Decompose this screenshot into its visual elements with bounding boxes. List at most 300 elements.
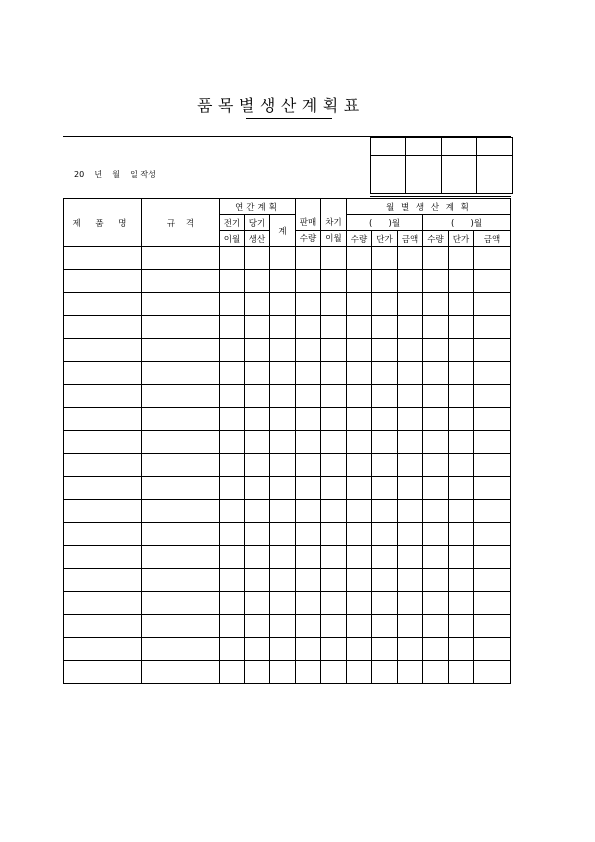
table-row bbox=[64, 661, 511, 684]
table-cell[interactable] bbox=[321, 247, 347, 270]
table-cell[interactable] bbox=[245, 362, 270, 385]
table-cell[interactable] bbox=[449, 408, 474, 431]
table-cell[interactable] bbox=[474, 638, 511, 661]
table-cell[interactable] bbox=[449, 592, 474, 615]
table-cell[interactable] bbox=[449, 385, 474, 408]
table-cell[interactable] bbox=[321, 362, 347, 385]
table-cell[interactable] bbox=[347, 661, 372, 684]
table-row bbox=[64, 592, 511, 615]
table-cell[interactable] bbox=[474, 293, 511, 316]
table-cell[interactable] bbox=[142, 523, 220, 546]
table-cell[interactable] bbox=[321, 477, 347, 500]
table-cell[interactable] bbox=[474, 592, 511, 615]
table-cell[interactable] bbox=[245, 316, 270, 339]
table-cell[interactable] bbox=[296, 293, 321, 316]
table-cell[interactable] bbox=[220, 638, 245, 661]
table-cell[interactable] bbox=[347, 454, 372, 477]
table-cell[interactable] bbox=[423, 454, 449, 477]
table-cell[interactable] bbox=[220, 385, 245, 408]
table-cell[interactable] bbox=[423, 477, 449, 500]
table-cell[interactable] bbox=[296, 615, 321, 638]
table-cell[interactable] bbox=[347, 546, 372, 569]
table-cell[interactable] bbox=[372, 362, 398, 385]
table-cell[interactable] bbox=[220, 546, 245, 569]
table-cell[interactable] bbox=[398, 638, 423, 661]
table-cell[interactable] bbox=[64, 477, 142, 500]
table-cell[interactable] bbox=[270, 293, 296, 316]
table-cell[interactable] bbox=[347, 316, 372, 339]
header-unit-price-1: 단가 bbox=[372, 231, 398, 247]
table-cell[interactable] bbox=[321, 615, 347, 638]
table-cell[interactable] bbox=[449, 523, 474, 546]
table-cell[interactable] bbox=[220, 362, 245, 385]
document-title: 품목별생산계획표 bbox=[197, 96, 365, 115]
approval-label-cell bbox=[477, 138, 513, 156]
table-cell[interactable] bbox=[398, 523, 423, 546]
table-cell[interactable] bbox=[296, 247, 321, 270]
table-cell[interactable] bbox=[449, 661, 474, 684]
table-cell[interactable] bbox=[449, 569, 474, 592]
table-cell[interactable] bbox=[449, 316, 474, 339]
header-amount-2: 금액 bbox=[474, 231, 511, 247]
table-cell[interactable] bbox=[270, 362, 296, 385]
table-row bbox=[64, 339, 511, 362]
table-cell[interactable] bbox=[142, 339, 220, 362]
table-cell[interactable] bbox=[372, 569, 398, 592]
table-cell[interactable] bbox=[321, 454, 347, 477]
table-cell[interactable] bbox=[270, 592, 296, 615]
table-cell[interactable] bbox=[398, 500, 423, 523]
table-row bbox=[64, 408, 511, 431]
table-cell[interactable] bbox=[64, 316, 142, 339]
table-cell[interactable] bbox=[245, 569, 270, 592]
table-cell[interactable] bbox=[372, 408, 398, 431]
table-cell[interactable] bbox=[245, 385, 270, 408]
table-cell[interactable] bbox=[245, 661, 270, 684]
table-row bbox=[64, 454, 511, 477]
table-cell[interactable] bbox=[372, 385, 398, 408]
table-row bbox=[64, 615, 511, 638]
table-cell[interactable] bbox=[423, 293, 449, 316]
table-cell[interactable] bbox=[423, 408, 449, 431]
table-cell[interactable] bbox=[347, 615, 372, 638]
table-cell[interactable] bbox=[142, 362, 220, 385]
table-cell[interactable] bbox=[270, 316, 296, 339]
table-cell[interactable] bbox=[321, 385, 347, 408]
table-cell[interactable] bbox=[220, 408, 245, 431]
table-row bbox=[64, 523, 511, 546]
table-cell[interactable] bbox=[423, 638, 449, 661]
header-spec: 규 격 bbox=[142, 199, 220, 247]
table-row bbox=[64, 270, 511, 293]
header-sales-bottom: 수량 bbox=[296, 231, 321, 247]
table-cell[interactable] bbox=[398, 592, 423, 615]
header-bottom-rule bbox=[370, 196, 511, 197]
table-cell[interactable] bbox=[423, 316, 449, 339]
table-cell[interactable] bbox=[398, 454, 423, 477]
table-cell[interactable] bbox=[245, 454, 270, 477]
table-cell[interactable] bbox=[245, 477, 270, 500]
table-row bbox=[64, 316, 511, 339]
table-cell[interactable] bbox=[321, 523, 347, 546]
table-cell[interactable] bbox=[449, 431, 474, 454]
table-cell[interactable] bbox=[245, 431, 270, 454]
table-cell[interactable] bbox=[372, 500, 398, 523]
table-cell[interactable] bbox=[296, 638, 321, 661]
table-cell[interactable] bbox=[398, 316, 423, 339]
table-cell[interactable] bbox=[296, 500, 321, 523]
table-cell[interactable] bbox=[372, 638, 398, 661]
table-cell[interactable] bbox=[347, 523, 372, 546]
table-cell[interactable] bbox=[296, 592, 321, 615]
table-cell[interactable] bbox=[347, 638, 372, 661]
table-cell[interactable] bbox=[142, 293, 220, 316]
table-cell[interactable] bbox=[64, 592, 142, 615]
table-cell[interactable] bbox=[347, 362, 372, 385]
approval-box bbox=[370, 137, 513, 194]
table-cell[interactable] bbox=[245, 408, 270, 431]
table-cell[interactable] bbox=[270, 270, 296, 293]
table-cell[interactable] bbox=[245, 615, 270, 638]
header-annual-plan: 연간계획 bbox=[220, 199, 296, 215]
table-cell[interactable] bbox=[245, 523, 270, 546]
table-cell[interactable] bbox=[245, 339, 270, 362]
table-cell[interactable] bbox=[474, 431, 511, 454]
table-cell[interactable] bbox=[474, 500, 511, 523]
table-cell[interactable] bbox=[372, 592, 398, 615]
table-cell[interactable] bbox=[474, 454, 511, 477]
table-cell[interactable] bbox=[321, 339, 347, 362]
table-cell[interactable] bbox=[347, 293, 372, 316]
table-cell[interactable] bbox=[321, 431, 347, 454]
approval-label-cell bbox=[406, 138, 442, 156]
table-cell[interactable] bbox=[142, 500, 220, 523]
table-cell[interactable] bbox=[270, 661, 296, 684]
table-cell[interactable] bbox=[142, 638, 220, 661]
table-cell[interactable] bbox=[398, 293, 423, 316]
table-cell[interactable] bbox=[423, 362, 449, 385]
table-cell[interactable] bbox=[423, 385, 449, 408]
table-cell[interactable] bbox=[449, 247, 474, 270]
table-cell[interactable] bbox=[347, 500, 372, 523]
table-cell[interactable] bbox=[64, 362, 142, 385]
approval-sign-cell[interactable] bbox=[477, 156, 513, 194]
table-cell[interactable] bbox=[347, 270, 372, 293]
header-qty-2: 수량 bbox=[423, 231, 449, 247]
table-cell[interactable] bbox=[398, 431, 423, 454]
table-cell[interactable] bbox=[474, 270, 511, 293]
table-row bbox=[64, 477, 511, 500]
table-cell[interactable] bbox=[449, 546, 474, 569]
table-cell[interactable] bbox=[142, 615, 220, 638]
table-cell[interactable] bbox=[372, 615, 398, 638]
table-cell[interactable] bbox=[245, 247, 270, 270]
table-cell[interactable] bbox=[372, 661, 398, 684]
header-prior-carry-bottom: 이월 bbox=[220, 231, 245, 247]
table-cell[interactable] bbox=[321, 408, 347, 431]
table-cell[interactable] bbox=[142, 546, 220, 569]
table-cell[interactable] bbox=[372, 247, 398, 270]
table-cell[interactable] bbox=[220, 592, 245, 615]
table-cell[interactable] bbox=[220, 431, 245, 454]
header-month-1: ( )월 bbox=[347, 215, 423, 231]
table-cell[interactable] bbox=[449, 454, 474, 477]
table-cell[interactable] bbox=[423, 523, 449, 546]
table-cell[interactable] bbox=[372, 316, 398, 339]
table-row bbox=[64, 500, 511, 523]
table-cell[interactable] bbox=[245, 638, 270, 661]
table-row bbox=[64, 362, 511, 385]
table-cell[interactable] bbox=[220, 339, 245, 362]
table-cell[interactable] bbox=[296, 362, 321, 385]
approval-sign-cell[interactable] bbox=[406, 156, 442, 194]
table-cell[interactable] bbox=[245, 293, 270, 316]
table-cell[interactable] bbox=[474, 523, 511, 546]
table-cell[interactable] bbox=[347, 408, 372, 431]
table-cell[interactable] bbox=[423, 592, 449, 615]
table-cell[interactable] bbox=[398, 385, 423, 408]
table-cell[interactable] bbox=[398, 477, 423, 500]
table-cell[interactable] bbox=[220, 615, 245, 638]
table-cell[interactable] bbox=[423, 270, 449, 293]
table-cell[interactable] bbox=[64, 293, 142, 316]
table-cell[interactable] bbox=[347, 247, 372, 270]
table-cell[interactable] bbox=[474, 477, 511, 500]
table-cell[interactable] bbox=[142, 661, 220, 684]
table-cell[interactable] bbox=[142, 408, 220, 431]
table-cell[interactable] bbox=[423, 431, 449, 454]
header-qty-1: 수량 bbox=[347, 231, 372, 247]
table-cell[interactable] bbox=[270, 477, 296, 500]
header-month-2: ( )월 bbox=[423, 215, 511, 231]
table-cell[interactable] bbox=[474, 615, 511, 638]
table-cell[interactable] bbox=[64, 385, 142, 408]
table-cell[interactable] bbox=[372, 270, 398, 293]
table-cell[interactable] bbox=[398, 339, 423, 362]
table-row bbox=[64, 431, 511, 454]
table-cell[interactable] bbox=[423, 339, 449, 362]
table-cell[interactable] bbox=[64, 546, 142, 569]
table-cell[interactable] bbox=[398, 569, 423, 592]
table-cell[interactable] bbox=[449, 477, 474, 500]
production-plan-table bbox=[63, 198, 511, 684]
table-cell[interactable] bbox=[474, 316, 511, 339]
table-cell[interactable] bbox=[64, 408, 142, 431]
table-cell[interactable] bbox=[270, 615, 296, 638]
table-cell[interactable] bbox=[245, 592, 270, 615]
table-cell[interactable] bbox=[474, 408, 511, 431]
table-cell[interactable] bbox=[220, 454, 245, 477]
table-cell[interactable] bbox=[142, 477, 220, 500]
table-cell[interactable] bbox=[449, 638, 474, 661]
approval-sign-cell[interactable] bbox=[371, 156, 406, 194]
table-cell[interactable] bbox=[449, 362, 474, 385]
table-cell[interactable] bbox=[423, 569, 449, 592]
table-cell[interactable] bbox=[64, 270, 142, 293]
table-cell[interactable] bbox=[64, 247, 142, 270]
table-cell[interactable] bbox=[321, 661, 347, 684]
table-cell[interactable] bbox=[142, 270, 220, 293]
table-cell[interactable] bbox=[220, 293, 245, 316]
header-total: 계 bbox=[270, 215, 296, 247]
table-cell[interactable] bbox=[296, 454, 321, 477]
table-cell[interactable] bbox=[142, 592, 220, 615]
table-cell[interactable] bbox=[296, 523, 321, 546]
table-cell[interactable] bbox=[296, 546, 321, 569]
table-cell[interactable] bbox=[423, 247, 449, 270]
table-cell[interactable] bbox=[270, 385, 296, 408]
header-amount-1: 금액 bbox=[398, 231, 423, 247]
table-cell[interactable] bbox=[474, 661, 511, 684]
table-cell[interactable] bbox=[220, 270, 245, 293]
table-row bbox=[64, 569, 511, 592]
table-cell[interactable] bbox=[270, 408, 296, 431]
table-cell[interactable] bbox=[347, 592, 372, 615]
table-cell[interactable] bbox=[64, 500, 142, 523]
table-cell[interactable] bbox=[245, 546, 270, 569]
table-cell[interactable] bbox=[64, 638, 142, 661]
table-cell[interactable] bbox=[474, 385, 511, 408]
table-cell[interactable] bbox=[347, 385, 372, 408]
table-cell[interactable] bbox=[372, 431, 398, 454]
table-cell[interactable] bbox=[347, 477, 372, 500]
table-cell[interactable] bbox=[423, 661, 449, 684]
table-cell[interactable] bbox=[296, 385, 321, 408]
table-cell[interactable] bbox=[296, 339, 321, 362]
table-cell[interactable] bbox=[372, 339, 398, 362]
table-cell[interactable] bbox=[372, 293, 398, 316]
table-cell[interactable] bbox=[347, 569, 372, 592]
table-cell[interactable] bbox=[321, 569, 347, 592]
header-product-name: 제 품 명 bbox=[64, 199, 142, 247]
table-row bbox=[64, 385, 511, 408]
table-cell[interactable] bbox=[423, 500, 449, 523]
table-cell[interactable] bbox=[423, 546, 449, 569]
table-cell[interactable] bbox=[449, 270, 474, 293]
table-cell[interactable] bbox=[321, 500, 347, 523]
table-cell[interactable] bbox=[220, 247, 245, 270]
table-cell[interactable] bbox=[220, 569, 245, 592]
header-current-prod-top: 당기 bbox=[245, 215, 270, 231]
date-line: 20 년 월 일 작성 bbox=[74, 170, 156, 179]
table-cell[interactable] bbox=[398, 546, 423, 569]
table-cell[interactable] bbox=[321, 638, 347, 661]
table-row bbox=[64, 293, 511, 316]
table-cell[interactable] bbox=[296, 477, 321, 500]
table-cell[interactable] bbox=[220, 500, 245, 523]
table-cell[interactable] bbox=[296, 569, 321, 592]
table-cell[interactable] bbox=[220, 523, 245, 546]
table-cell[interactable] bbox=[398, 362, 423, 385]
table-cell[interactable] bbox=[142, 385, 220, 408]
table-cell[interactable] bbox=[142, 569, 220, 592]
table-cell[interactable] bbox=[372, 546, 398, 569]
table-cell[interactable] bbox=[347, 431, 372, 454]
table-cell[interactable] bbox=[321, 293, 347, 316]
table-cell[interactable] bbox=[474, 339, 511, 362]
table-cell[interactable] bbox=[270, 431, 296, 454]
table-cell[interactable] bbox=[449, 339, 474, 362]
table-cell[interactable] bbox=[321, 270, 347, 293]
table-cell[interactable] bbox=[64, 339, 142, 362]
table-cell[interactable] bbox=[296, 408, 321, 431]
table-cell[interactable] bbox=[64, 661, 142, 684]
table-cell[interactable] bbox=[220, 316, 245, 339]
table-cell[interactable] bbox=[270, 569, 296, 592]
table-cell[interactable] bbox=[296, 661, 321, 684]
header-prior-carry-top: 전기 bbox=[220, 215, 245, 231]
table-cell[interactable] bbox=[296, 431, 321, 454]
header-monthly-plan: 월 별 생 산 계 획 bbox=[347, 199, 511, 215]
table-cell[interactable] bbox=[449, 615, 474, 638]
table-cell[interactable] bbox=[474, 362, 511, 385]
table-cell[interactable] bbox=[347, 339, 372, 362]
table-cell[interactable] bbox=[398, 661, 423, 684]
approval-sign-cell[interactable] bbox=[442, 156, 477, 194]
table-cell[interactable] bbox=[142, 316, 220, 339]
table-cell[interactable] bbox=[398, 408, 423, 431]
table-cell[interactable] bbox=[398, 270, 423, 293]
table-cell[interactable] bbox=[449, 293, 474, 316]
table-cell[interactable] bbox=[64, 569, 142, 592]
header-next-carry-bottom: 이월 bbox=[321, 231, 347, 247]
table-cell[interactable] bbox=[270, 638, 296, 661]
table-cell[interactable] bbox=[220, 477, 245, 500]
table-cell[interactable] bbox=[220, 661, 245, 684]
table-cell[interactable] bbox=[321, 316, 347, 339]
table-cell[interactable] bbox=[449, 500, 474, 523]
title-underline bbox=[246, 118, 332, 119]
table-cell[interactable] bbox=[270, 339, 296, 362]
table-cell[interactable] bbox=[270, 546, 296, 569]
table-cell[interactable] bbox=[270, 523, 296, 546]
table-cell[interactable] bbox=[474, 546, 511, 569]
table-cell[interactable] bbox=[64, 454, 142, 477]
table-cell[interactable] bbox=[64, 523, 142, 546]
header-sales-top: 판매 bbox=[296, 199, 321, 231]
table-cell[interactable] bbox=[270, 454, 296, 477]
approval-label-cell bbox=[442, 138, 477, 156]
table-cell[interactable] bbox=[423, 615, 449, 638]
table-cell[interactable] bbox=[64, 431, 142, 454]
table-cell[interactable] bbox=[474, 569, 511, 592]
table-cell[interactable] bbox=[398, 247, 423, 270]
table-row bbox=[64, 638, 511, 661]
table-cell[interactable] bbox=[270, 500, 296, 523]
table-cell[interactable] bbox=[321, 546, 347, 569]
table-cell[interactable] bbox=[245, 500, 270, 523]
approval-label-cell bbox=[371, 138, 406, 156]
header-unit-price-2: 단가 bbox=[449, 231, 474, 247]
table-cell[interactable] bbox=[398, 615, 423, 638]
table-cell[interactable] bbox=[372, 477, 398, 500]
table-cell[interactable] bbox=[296, 270, 321, 293]
table-cell[interactable] bbox=[142, 431, 220, 454]
table-cell[interactable] bbox=[372, 523, 398, 546]
table-row bbox=[64, 247, 511, 270]
table-cell[interactable] bbox=[142, 454, 220, 477]
table-cell[interactable] bbox=[245, 270, 270, 293]
table-row bbox=[64, 546, 511, 569]
table-cell[interactable] bbox=[270, 247, 296, 270]
table-cell[interactable] bbox=[321, 592, 347, 615]
table-cell[interactable] bbox=[372, 454, 398, 477]
table-cell[interactable] bbox=[296, 316, 321, 339]
header-current-prod-bottom: 생산 bbox=[245, 231, 270, 247]
table-cell[interactable] bbox=[474, 247, 511, 270]
table-cell[interactable] bbox=[142, 247, 220, 270]
table-cell[interactable] bbox=[64, 615, 142, 638]
